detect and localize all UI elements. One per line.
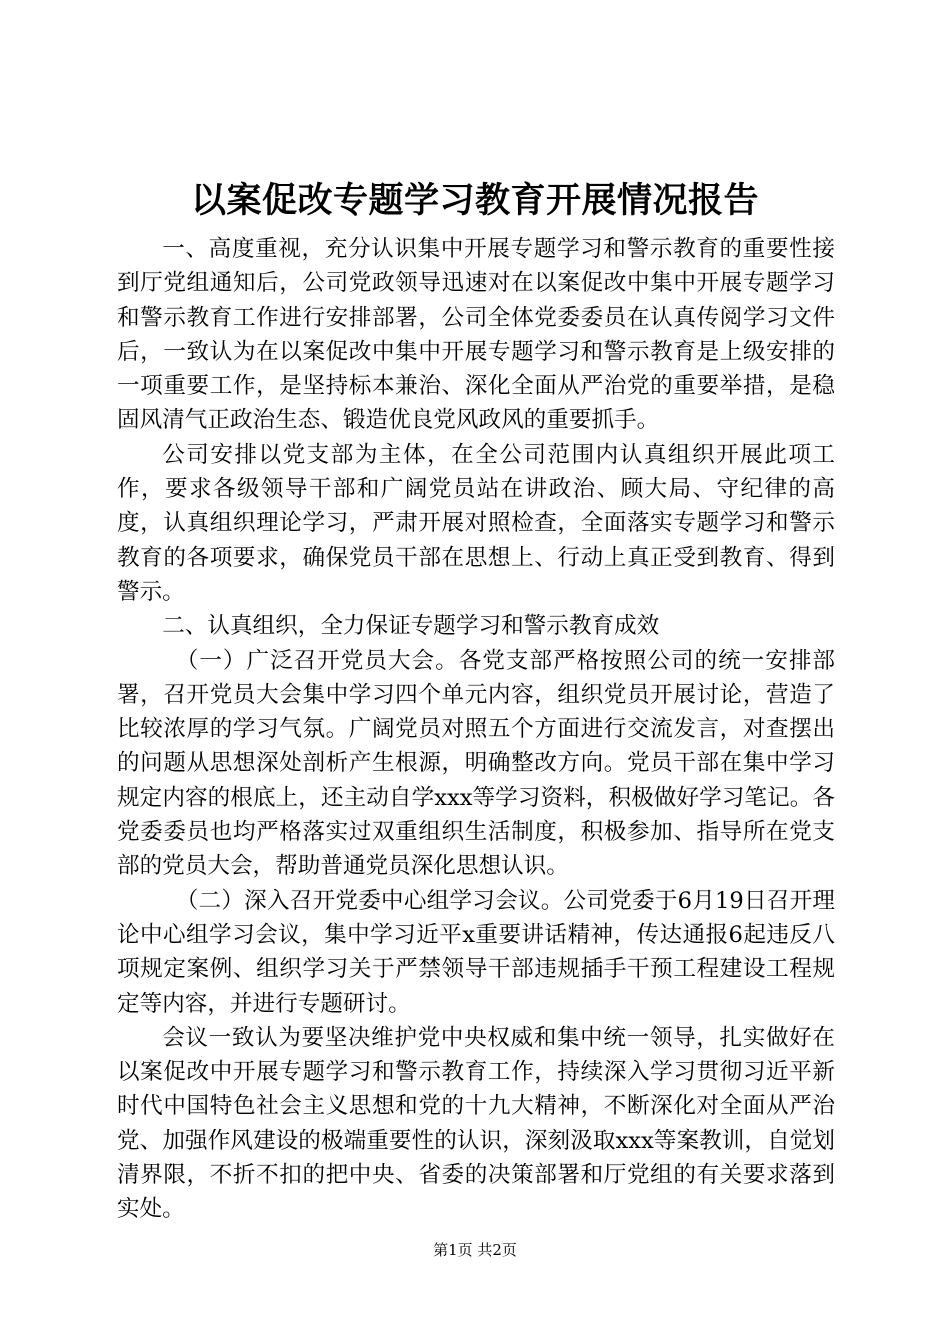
paragraph-arrangement: 公司安排以党支部为主体，在全公司范围内认真组织开展此项工作，要求各级领导干部和广阔党员站在讲政治、顾大局、守纪律的高度，认真组织理论学习，严肃开展对照检查，全面落实专题学习和警示教育的各项要求，确保党员干部在思想上、行动上真正受到教育、得到警示。 (117, 441, 835, 605)
paragraph-meeting-consensus: 会议一致认为要坚决维护党中央权威和集中统一领导，扎实做好在以案促改中开展专题学习和警示教育工作，持续深入学习贯彻习近平新时代中国特色社会主义思想和党的十九大精神，不断深化对全面从严治党、加强作风建设的极端重要性的认识，深刻汲取xxx等案教训，自觉划清界限，不折不扣的把中央、省委的决策部署和厅党组的有关要求落到实处。 (117, 1024, 835, 1223)
page-number-footer: 第1页 共2页 (433, 1241, 517, 1259)
document-body (117, 232, 835, 1227)
paragraph-central-group-study: （二）深入召开党委中心组学习会议。公司党委于6月19日召开理论中心组学习会议，集中学习近平x重要讲话精神，传达通报6起违反八项规定案例、组织学习关于严禁领导干部违规插手干预工程建设工程规定等内容，并进行专题研讨。 (117, 887, 835, 1017)
paragraph-section-2-heading: 二、认真组织，全力保证专题学习和警示教育成效 (162, 613, 660, 640)
paragraph-party-member-meeting: （一）广泛召开党员大会。各党支部严格按照公司的统一安排部署，召开党员大会集中学习四个单元内容，组织党员开展讨论，营造了比较浓厚的学习气氛。广阔党员对照五个方面进行交流发言，对查摆出的问题从思想深处剖析产生根源，明确整改方向。党员干部在集中学习规定内容的根底上，还主动自学xxx等学习资料，积极做好学习笔记。各党委委员也均严格落实过双重组织生活制度，积极参加、指导所在党支部的党员大会，帮助普通党员深化思想认识。 (117, 647, 835, 880)
paragraph-section-1: 一、高度重视，充分认识集中开展专题学习和警示教育的重要性接到厅党组通知后，公司党政领导迅速对在以案促改中集中开展专题学习和警示教育工作进行安排部署，公司全体党委委员在认真传阅学习文件后，一致认为在以案促改中集中开展专题学习和警示教育是上级安排的一项重要工作，是坚持标本兼治、深化全面从严治党的重要举措，是稳固风清气正政治生态、锻造优良党风政风的重要抓手。 (117, 236, 835, 434)
document-title: 以案促改专题学习教育开展情况报告 (190, 180, 759, 221)
